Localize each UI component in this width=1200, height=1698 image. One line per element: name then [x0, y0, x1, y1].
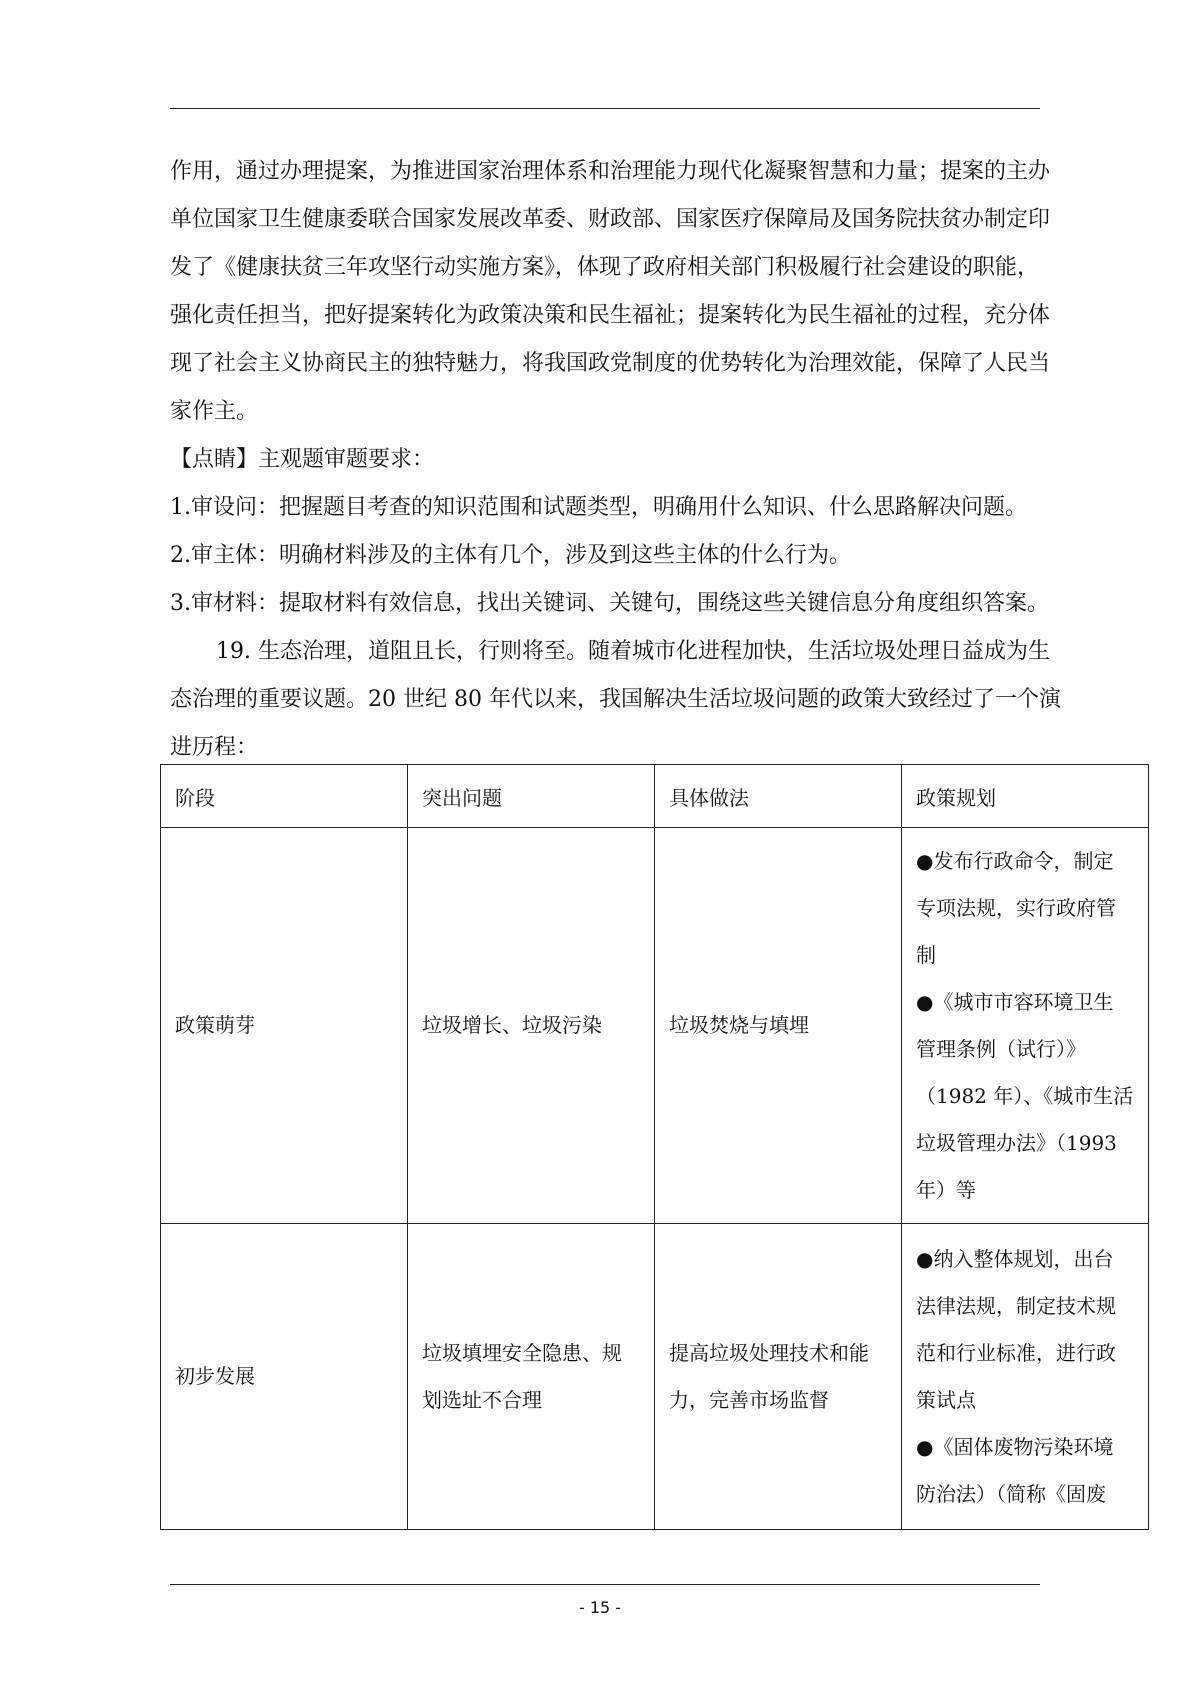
cell-text: 范和行业标准，进行政: [916, 1340, 1116, 1365]
page-number: - 15 -: [578, 1598, 622, 1617]
cell-text: 法律法规，制定技术规: [916, 1293, 1116, 1318]
cell-text: ●《固体废物污染环境: [916, 1434, 1114, 1459]
header-rule: [170, 108, 1040, 109]
question-19: [170, 628, 1061, 772]
document-body: [170, 148, 1061, 772]
cell-text: 年）等: [916, 1177, 976, 1202]
paragraph-line: 单位国家卫生健康委联合国家发展改革委、财政部、国家医疗保障局及国务院扶贫办制定印: [170, 207, 1051, 232]
paragraph-line: 发了《健康扶贫三年攻坚行动实施方案》，体现了政府相关部门积极履行社会建设的职能，: [170, 255, 1040, 280]
cell-problem: [408, 1224, 655, 1530]
header-stage: 阶段: [161, 765, 408, 828]
cell-text: 专项法规，实行政府管: [916, 895, 1116, 920]
cell-text: 垃圾焚烧与填埋: [669, 1013, 809, 1037]
cell-stage: [161, 1224, 408, 1530]
question-line: 进历程：: [170, 735, 259, 760]
header-policy: 政策规划: [902, 765, 1149, 828]
header-practice: 具体做法: [655, 765, 902, 828]
cell-policy: [902, 1224, 1149, 1530]
question-line: 态治理的重要议题。20 世纪 80 年代以来，我国解决生活垃圾问题的政策大致经过了一个演: [170, 687, 1061, 712]
question-line: 19. 生态治理，道阻且长，行则将至。随着城市化进程加快，生活垃圾处理日益成为生: [216, 639, 1050, 664]
cell-problem: [408, 828, 655, 1224]
cell-text: 制: [916, 942, 936, 967]
cell-policy: [902, 828, 1149, 1224]
cell-text: （1982 年）、《城市生活: [916, 1083, 1134, 1108]
table-row: [161, 1224, 1149, 1530]
paragraph-line: 强化责任担当，把好提案转化为政策决策和民生福祉；提案转化为民生福祉的过程，充分体: [170, 303, 1051, 328]
policy-evolution-table: [160, 764, 1149, 1530]
header-problem: 突出问题: [408, 765, 655, 828]
cell-text: 提高垃圾处理技术和能: [669, 1340, 869, 1365]
cell-text: ●《城市市容环境卫生: [916, 989, 1114, 1014]
footer-rule: [170, 1584, 1040, 1585]
table-row: [161, 828, 1149, 1224]
cell-text: ●纳入整体规划，出台: [916, 1246, 1114, 1271]
cell-text: 力，完善市场监督: [669, 1387, 829, 1412]
cell-text: 政策萌芽: [175, 1013, 255, 1037]
cell-text: 策试点: [916, 1387, 976, 1412]
cell-stage: [161, 828, 408, 1224]
cell-practice: [655, 828, 902, 1224]
dianjing-heading: 【点睛】主观题审题要求：: [170, 447, 435, 472]
dianjing-item: 2.审主体：明确材料涉及的主体有几个，涉及到这些主体的什么行为。: [170, 543, 851, 568]
dianjing-section: [170, 436, 1049, 628]
cell-text: 垃圾填埋安全隐患、规: [422, 1340, 622, 1365]
dianjing-item: 1.审设问：把握题目考查的知识范围和试题类型，明确用什么知识、什么思路解决问题。: [170, 495, 1027, 520]
paragraph-line: 作用，通过办理提案，为推进国家治理体系和治理能力现代化凝聚智慧和力量；提案的主办: [170, 159, 1051, 184]
cell-practice: [655, 1224, 902, 1530]
cell-text: 防治法）（简称《固废: [916, 1481, 1106, 1506]
table-header-row: [161, 765, 1149, 828]
cell-text: 划选址不合理: [422, 1387, 542, 1412]
answer-paragraph: [170, 148, 1051, 436]
paragraph-line: 家作主。: [170, 399, 259, 424]
paragraph-line: 现了社会主义协商民主的独特魅力，将我国政党制度的优势转化为治理效能，保障了人民当: [170, 351, 1051, 376]
cell-text: 管理条例（试行）》: [916, 1036, 1086, 1061]
cell-text: 垃圾增长、垃圾污染: [422, 1013, 602, 1037]
dianjing-item: 3.审材料：提取材料有效信息，找出关键词、关键句，围绕这些关键信息分角度组织答案。: [170, 591, 1049, 616]
cell-text: 垃圾管理办法》（1993: [916, 1130, 1117, 1155]
cell-text: 初步发展: [175, 1364, 255, 1388]
cell-text: ●发布行政命令，制定: [916, 848, 1114, 873]
